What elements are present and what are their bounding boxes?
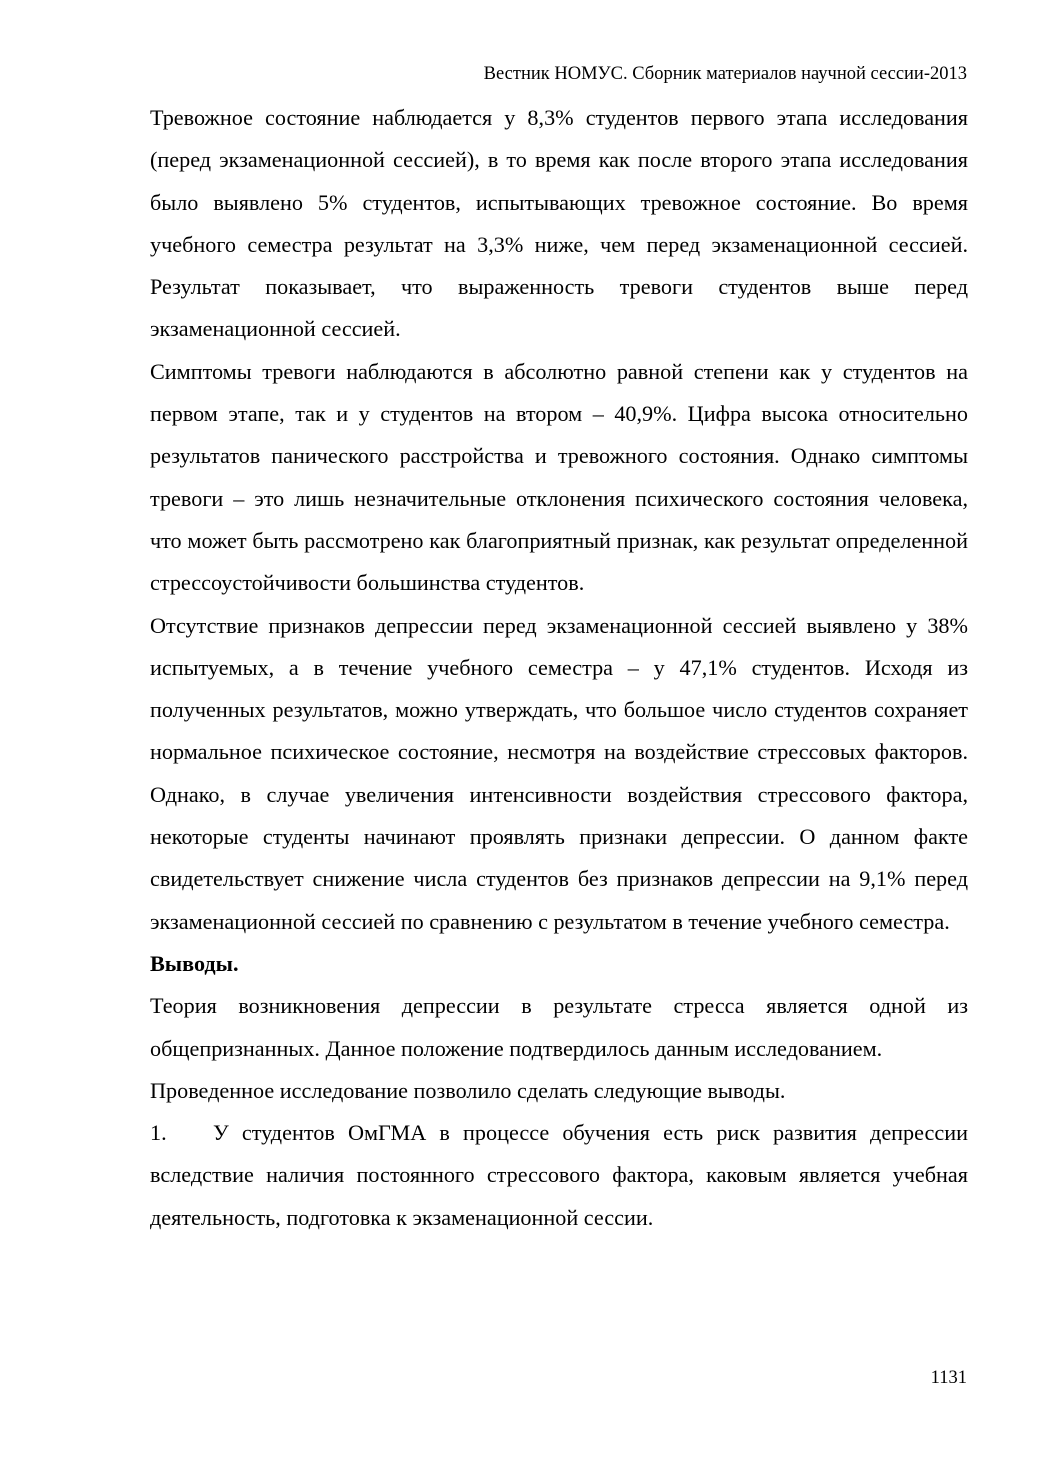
running-header: Вестник НОМУС. Сборник материалов научной сессии-2013 (483, 64, 967, 84)
paragraph-theory: Теория возникновения депрессии в результате стресса является одной из общепризнанных. Данное положение подтвердилось данным исследованием. (150, 993, 968, 1061)
paragraph-depression: Отсутствие признаков депрессии перед экзаменационной сессией выявлено у 38% испытуемых, а в течение учебного семестра – у 47,1% студентов. Исходя из полученных результатов, можно утверждать, что большое число студентов сохраняет нормальное психическое состояние, несмотря на воздействие стрессовых факторов. Однако, в случае увеличения интенсивности воздействия стрессового фактора, некоторые студенты начинают проявлять признаки депрессии. О данном факте свидетельствует снижение числа студентов без признаков депрессии на 9,1% перед экзаменационной сессией по сравнению с результатом в течение учебного семестра. (150, 612, 968, 934)
list-item-text: У студентов ОмГМА в процессе обучения есть риск развития депрессии вследствие наличия постоянного стрессового фактора, каковым является учебная деятельность, подготовка к экзаменационной сессии. (150, 1120, 968, 1230)
list-item (150, 1112, 968, 1239)
paragraph-anxiety-symptoms: Симптомы тревоги наблюдаются в абсолютно равной степени как у студентов на первом этапе, так и у студентов на втором – 40,9%. Цифра высока относительно результатов панического расстройства и тревожного состояния. Однако симптомы тревоги – это лишь незначительные отклонения психического состояния человека, что может быть рассмотрено как благоприятный признак, как результат определенной стрессоустойчивости большинства студентов. (150, 358, 968, 596)
paragraph-anxiety-state: Тревожное состояние наблюдается у 8,3% студентов первого этапа исследования (перед экзаменационной сессией), в то время как после второго этапа исследования было выявлено 5% студентов, испытывающих тревожное состояние. Во время учебного семестра результат на 3,3% ниже, чем перед экзаменационной сессией. Результат показывает, что выраженность тревоги студентов выше перед экзаменационной сессией. (150, 105, 968, 342)
document-body (150, 97, 968, 1239)
list-item-number: 1. (150, 1120, 167, 1146)
page-number: 1131 (930, 1368, 967, 1388)
conclusions-heading: Выводы. (150, 950, 239, 976)
paragraph-conclusions-intro: Проведенное исследование позволило сделать следующие выводы. (150, 1077, 786, 1103)
